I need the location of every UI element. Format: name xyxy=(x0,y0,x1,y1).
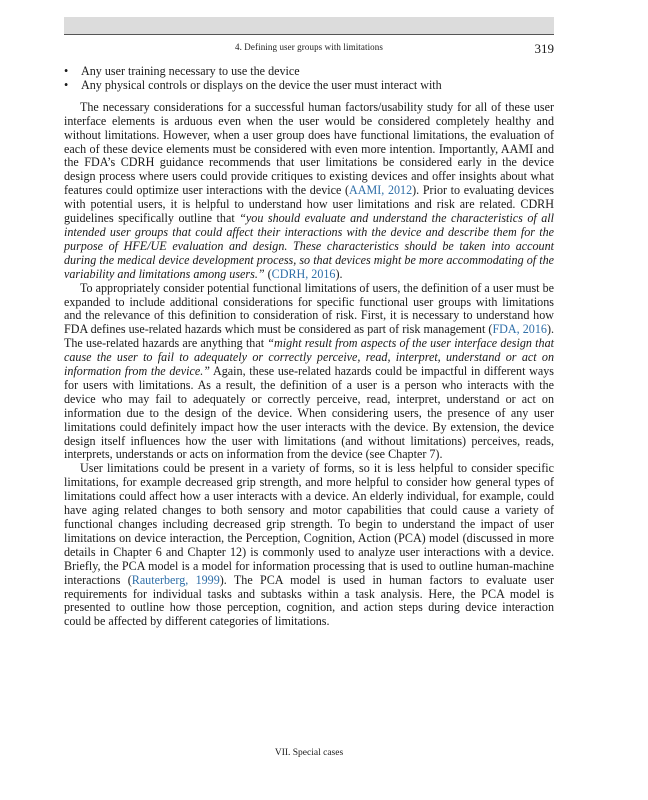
bullet-list xyxy=(64,65,554,93)
list-item: • Any user training necessary to use the device xyxy=(64,64,300,78)
citation-link[interactable]: CDRH, 2016 xyxy=(271,266,336,281)
paragraph-3: User limitations could be present in a variety of forms, so it is less helpful to consider specific limitations, for example decreased grip strength, and more helpful to consider how general types of limitations could affect how a user interacts with a device. An elderly individual, for example, could have aging related changes to both sensory and motor capabilities that could cause a variety of functional changes including decreased grip strength. To begin to understand the impact of user limitations on device interaction, the Perception, Cognition, Action (PCA) model (discussed in more details in Chapter 6 and Chapter 12) is commonly used to analyze user interactions with a device. Briefly, the PCA model is a model for information processing that is used to outline human-machine interactions (Rauterberg, 1999). The PCA model is used in human factors to evaluate user requirements for individual tasks and subtasks within a task analysis. Here, the PCA model is presented to outline how those perception, cognition, and action steps during device interaction could be affected by different categories of limitations. xyxy=(64,461,555,629)
citation-link[interactable]: Rauterberg, 1999 xyxy=(131,572,220,587)
page-number: 319 xyxy=(534,41,554,56)
header-rule xyxy=(64,34,554,35)
header-bar xyxy=(64,17,554,34)
list-item: • Any physical controls or displays on the device the user must interact with xyxy=(64,77,442,92)
section-footer: VII. Special cases xyxy=(274,748,344,758)
hazard-quote: “might result from aspects of the user interface design that cause the user to fail to adequately or correctly perceive, read, interpret, understand or act on information from the device.” xyxy=(64,336,554,379)
guidance-quote: “you should evaluate and understand the characteristics of all intended user groups that could affect their interactions with the device and describe them for the purpose of HFE/UE evaluation and design. These characteristics should be taken into account during the medical device development process, so that devices might be more accommodating of the variability and limitations among users.” xyxy=(64,211,555,281)
running-title: 4. Defining user groups with limitations xyxy=(235,42,383,52)
bullet-icon: • xyxy=(64,77,69,92)
page-body xyxy=(64,65,554,629)
paragraph-2: To appropriately consider potential functional limitations of users, the definition of a user must be expanded to include additional considerations for specific functional user groups with limitations and the relevance of this definition to consideration of risk. First, it is necessary to understand how FDA defines use-related hazards which must be considered as part of risk management (FDA, 2016). The use-related hazards are anything that “might result from aspects of the user interface design that cause the user to fail to adequately or correctly perceive, read, interpret, understand or act on information from the device.” Again, these use-related hazards could be impactful in different ways for users with limitations. As a result, the definition of a user is a person who interacts with the device who may fail to adequately or correctly perceive, read, interpret, understand or act on information due to the design of the device. When considering users, the presence of any user limitations could definitely impact how the user interacts with the device. By extension, the device design itself influences how the user with limitations (and without limitations) perceives, reads, interprets, understands or acts on information from the device (see Chapter 7). xyxy=(64,280,554,462)
citation-link[interactable]: AAMI, 2012 xyxy=(349,183,413,198)
citation-link[interactable]: FDA, 2016 xyxy=(492,322,547,337)
paragraph-1: The necessary considerations for a successful human factors/usability study for all of these user interface elements is arduous even when the user would be considered completely healthy and without limitations. However, when a user group does have functional limitations, the evaluation of each of these device elements must be considered with even more intention. Importantly, AAMI and the FDA’s CDRH guidance recommends that user limitations be considered early in the device design process where users could provide critiques to existing devices and offer insights about what features could optimize user interactions with the device (AAMI, 2012). Prior to evaluating devices with potential users, it is helpful to understand how user limitations and risk are related. CDRH guidelines specifically outline that “you should evaluate and understand the characteristics of all intended user groups that could affect their interactions with the device and describe them for the purpose of HFE/UE evaluation and design. These characteristics should be taken into account during the medical device development process, so that devices might be more accommodating of the variability and limitations among users.” (CDRH, 2016). xyxy=(64,99,555,281)
bullet-icon: • xyxy=(64,64,69,78)
running-head xyxy=(64,41,554,57)
